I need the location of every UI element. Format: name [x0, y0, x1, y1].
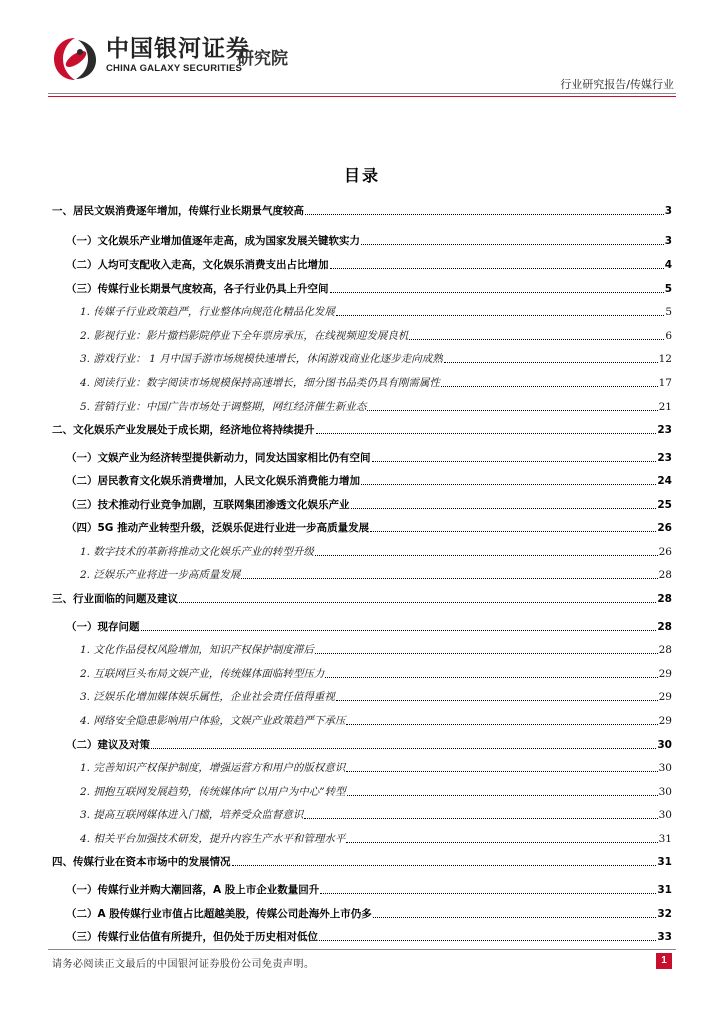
toc-entry[interactable] [80, 350, 672, 366]
toc-dot-leader [241, 578, 657, 579]
toc-entry-title: 4. 阅读行业：数字阅读市场规模保持高速增长，细分图书品类仍具有刚需属性 [80, 377, 440, 389]
toc-dot-leader [372, 461, 657, 462]
toc-entry-title: 二、文化娱乐产业发展处于成长期，经济地位将持续提升 [52, 424, 315, 436]
toc-dot-leader [373, 917, 657, 918]
toc-entry-title: （一）传媒行业并购大潮回落，A 股上市企业数量回升 [66, 884, 320, 896]
toc-dot-leader [441, 386, 658, 387]
toc-entry-page: 31 [657, 856, 672, 868]
toc-dot-leader [347, 795, 658, 796]
toc-entry-title: 1. 完善知识产权保护制度，增强运营方和用户的版权意识 [80, 762, 346, 774]
toc-entry-title: （一）现存问题 [66, 621, 140, 633]
toc-dot-leader [325, 677, 657, 678]
toc-dot-leader [315, 653, 658, 654]
toc-entry-page: 28 [658, 569, 672, 581]
toc-entry[interactable] [80, 303, 672, 319]
toc-entry-page: 25 [657, 499, 672, 511]
toc-entry[interactable] [66, 905, 672, 921]
toc-entry-title: 5. 营销行业：中国广告市场处于调整期，网红经济催生新业态 [80, 401, 367, 413]
toc-dot-leader [336, 315, 664, 316]
toc-entry-page: 26 [657, 522, 672, 534]
toc-dot-leader [319, 940, 656, 941]
toc-dot-leader [346, 771, 657, 772]
toc-entry-title: 1. 文化作品侵权风险增加，知识产权保护制度滞后 [80, 644, 314, 656]
brand-name-en: CHINA GALAXY SECURITIES [106, 63, 243, 74]
toc-entry-title: （三）传媒行业估值有所提升，但仍处于历史相对低位 [66, 931, 318, 943]
toc-entry-page: 28 [657, 593, 672, 605]
toc-entry[interactable] [52, 590, 672, 606]
toc-entry[interactable] [80, 759, 672, 775]
toc-entry[interactable] [52, 421, 672, 437]
toc-entry-title: 4. 相关平台加强技术研发，提升内容生产水平和管理水平 [80, 833, 346, 845]
toc-dot-leader [232, 865, 657, 866]
toc-entry[interactable] [66, 256, 672, 272]
toc-dot-leader [346, 724, 657, 725]
toc-dot-leader [346, 842, 657, 843]
toc-dot-leader [179, 602, 656, 603]
toc-entry-title: 2. 互联网巨头布局文娱产业，传统媒体面临转型压力 [80, 668, 325, 680]
toc-entry-page: 5 [664, 283, 672, 295]
toc-dot-leader [330, 268, 664, 269]
toc-entry-page: 32 [657, 908, 672, 920]
toc-entry-page: 29 [658, 691, 672, 703]
toc-dot-leader [370, 531, 656, 532]
header-divider [48, 93, 676, 94]
toc-entry[interactable] [52, 202, 672, 218]
toc-entry[interactable] [80, 806, 672, 822]
toc-dot-leader [361, 244, 664, 245]
toc-entry[interactable] [66, 232, 672, 248]
footer-divider [48, 949, 676, 950]
toc-entry-title: （二）人均可支配收入走高，文化娱乐消费支出占比增加 [66, 259, 329, 271]
toc-entry[interactable] [80, 566, 672, 582]
toc-entry-page: 5 [665, 306, 672, 318]
toc-entry-title: （二）建议及对策 [66, 739, 150, 751]
toc-entry-title: 1. 数字技术的革新将推动文化娱乐产业的转型升级 [80, 546, 314, 558]
toc-entry[interactable] [80, 398, 672, 414]
toc-entry[interactable] [66, 928, 672, 944]
galaxy-logo-icon [50, 34, 100, 84]
toc-dot-leader [315, 555, 658, 556]
toc-entry-page: 23 [657, 424, 672, 436]
toc-entry-title: 3. 泛娱乐化增加媒体娱乐属性，企业社会责任值得重视 [80, 691, 335, 703]
brand-block [106, 36, 250, 74]
toc-entry[interactable] [66, 736, 672, 752]
toc-entry-page: 30 [658, 809, 672, 821]
toc-dot-leader [141, 630, 657, 631]
toc-entry-page: 3 [664, 235, 672, 247]
toc-dot-leader [320, 893, 656, 894]
toc-entry[interactable] [80, 830, 672, 846]
toc-entry[interactable] [80, 327, 672, 343]
toc-entry-page: 24 [657, 475, 672, 487]
brand-name-cn: 中国银河证券 [106, 36, 250, 62]
toc-dot-leader [336, 700, 658, 701]
toc-dot-leader [304, 818, 657, 819]
toc-entry[interactable] [66, 881, 672, 897]
toc-entry-title: （三）传媒行业长期景气度较高，各子行业仍具上升空间 [66, 283, 329, 295]
toc-entry[interactable] [80, 641, 672, 657]
toc-entry-title: 3. 游戏行业： 1 月中国手游市场规模快速增长，休闲游戏商业化逐步走向成熟 [80, 353, 443, 365]
report-type: 行业研究报告/传媒行业 [560, 78, 674, 91]
toc-dot-leader [351, 508, 657, 509]
toc-entry-title: 3. 提高互联网媒体进入门槛，培养受众监督意识 [80, 809, 304, 821]
toc-entry[interactable] [80, 543, 672, 559]
toc-entry-page: 17 [658, 377, 672, 389]
toc-dot-leader [151, 748, 656, 749]
toc-entry-page: 31 [658, 833, 672, 845]
toc-entry-title: 1. 传媒子行业政策趋严，行业整体向规范化精品化发展 [80, 306, 335, 318]
institute-name: 研究院 [237, 49, 288, 69]
page-header [0, 0, 724, 100]
toc-entry-page: 28 [658, 644, 672, 656]
toc-title: 目录 [343, 166, 380, 185]
toc-dot-leader [305, 214, 664, 215]
toc-entry-title: （一）文化娱乐产业增加值逐年走高，成为国家发展关键软实力 [66, 235, 360, 247]
toc-entry-title: 2. 拥抱互联网发展趋势，传统媒体向“以用户为中心”转型 [80, 786, 346, 798]
toc-dot-leader [367, 410, 657, 411]
toc-entry[interactable] [80, 374, 672, 390]
toc-dot-leader [444, 362, 658, 363]
toc-entry-page: 30 [658, 786, 672, 798]
toc-dot-leader [316, 433, 657, 434]
toc-entry-page: 12 [658, 353, 672, 365]
toc-entry-page: 28 [657, 621, 672, 633]
toc-entry-title: （四）5G 推动产业转型升级，泛娱乐促进行业进一步高质量发展 [66, 522, 370, 534]
toc-entry[interactable] [66, 618, 672, 634]
page-number: 1 [656, 953, 672, 969]
toc-entry-title: 四、传媒行业在资本市场中的发展情况 [52, 856, 231, 868]
toc-entry[interactable] [66, 519, 672, 535]
toc-entry[interactable] [52, 853, 672, 869]
toc-entry-title: 2. 影视行业：影片撤档影院停业下全年票房承压，在线视频迎发展良机 [80, 330, 409, 342]
toc-entry[interactable] [80, 688, 672, 704]
toc-entry-title: 三、行业面临的问题及建议 [52, 593, 178, 605]
toc-entry-page: 29 [658, 715, 672, 727]
toc-entry[interactable] [80, 712, 672, 728]
toc-dot-leader [361, 484, 656, 485]
toc-entry-page: 30 [657, 739, 672, 751]
toc-entry[interactable] [66, 472, 672, 488]
toc-entry-page: 31 [657, 884, 672, 896]
disclaimer: 请务必阅读正文最后的中国银河证券股份公司免责声明。 [52, 959, 315, 970]
toc-entry-page: 33 [657, 931, 672, 943]
toc-entry-page: 4 [664, 259, 672, 271]
toc-entry-title: （三）技术推动行业竞争加剧，互联网集团渗透文化娱乐产业 [66, 499, 350, 511]
toc-entry-title: （二）居民教育文化娱乐消费增加，人民文化娱乐消费能力增加 [66, 475, 360, 487]
toc-entry-page: 23 [657, 452, 672, 464]
toc-entry-page: 26 [658, 546, 672, 558]
toc-entry-title: （一）文娱产业为经济转型提供新动力，同发达国家相比仍有空间 [66, 452, 371, 464]
toc-dot-leader [409, 339, 664, 340]
toc-entry[interactable] [80, 783, 672, 799]
toc-entry[interactable] [80, 665, 672, 681]
toc-entry[interactable] [66, 496, 672, 512]
toc-entry[interactable] [66, 449, 672, 465]
toc-entry-page: 6 [665, 330, 672, 342]
toc-entry-page: 29 [658, 668, 672, 680]
toc-entry-title: 一、居民文娱消费逐年增加，传媒行业长期景气度较高 [52, 205, 304, 217]
toc-dot-leader [330, 292, 664, 293]
toc-entry-title: （二）A 股传媒行业市值占比超越美股，传媒公司赴海外上市仍多 [66, 908, 372, 920]
toc-entry-title: 4. 网络安全隐患影响用户体验，文娱产业政策趋严下承压 [80, 715, 346, 727]
toc-entry[interactable] [66, 280, 672, 296]
toc-entry-page: 30 [658, 762, 672, 774]
header-accent-divider [48, 96, 676, 97]
toc-entry-page: 21 [658, 401, 672, 413]
toc-entry-page: 3 [664, 205, 672, 217]
toc-entry-title: 2. 泛娱乐产业将进一步高质量发展 [80, 569, 241, 581]
